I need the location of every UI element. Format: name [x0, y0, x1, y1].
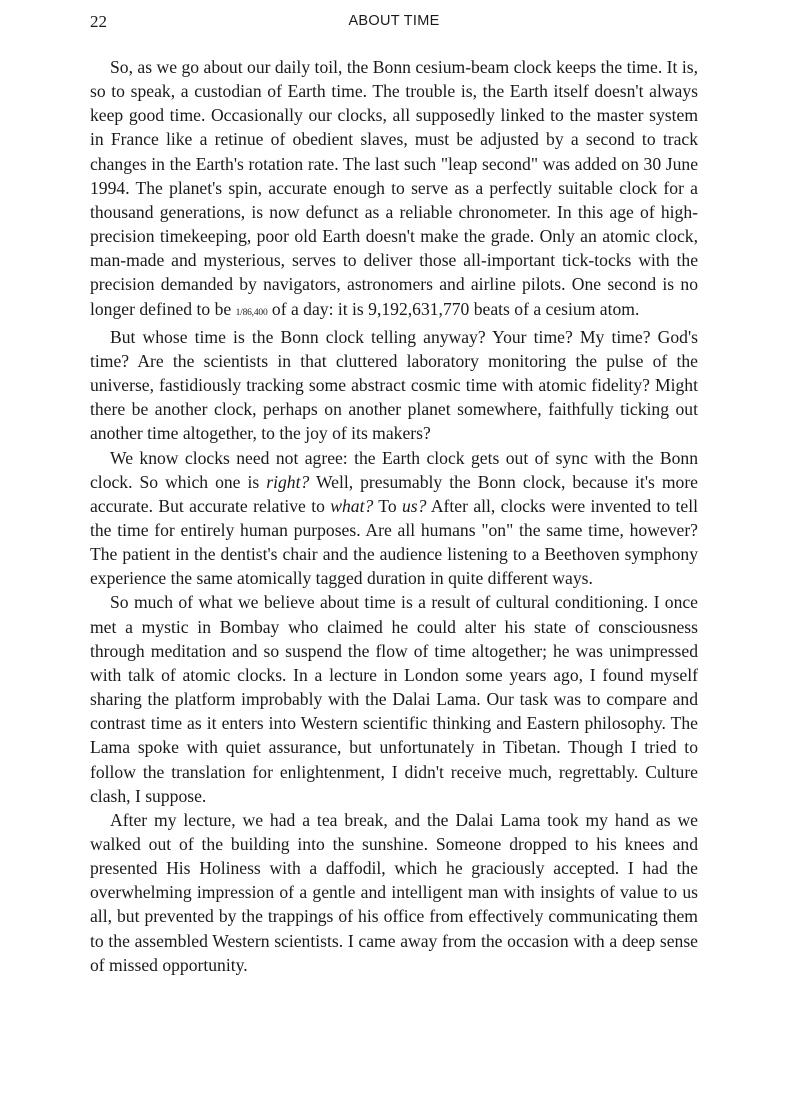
paragraph-3-text-b: Well, presumably the Bonn clock, because it's more accurate. But accurate relative to — [90, 471, 698, 516]
paragraph-5: After my lecture, we had a tea break, and the Dalai Lama took my hand as we walked out of the building into the sunshine. Someone dropped to his knees and presented His Holiness with a daffodil, which he graciously accepted. I had the overwhelming impression of a gentle and intelligent man with insights of value to us all, but prevented by the trappings of his office from effectively communicating them to the assembled Western scientists. I came away from the occasion with a deep sense of missed opportunity. — [90, 809, 698, 975]
page-number: 22 — [90, 12, 107, 31]
emphasis-us: us? — [402, 495, 427, 516]
emphasis-what: what? — [330, 495, 374, 516]
emphasis-right: right? — [266, 471, 310, 492]
body-text — [90, 55, 698, 977]
paragraph-1-text-b: of a day: it is 9,192,631,770 beats of a cesium atom. — [267, 298, 640, 319]
running-head — [90, 12, 698, 36]
paragraph-4: So much of what we believe about time is a result of cultural conditioning. I once met a mystic in Bombay who claimed he could alter his state of consciousness through meditation and so suspend the flow of time altogether; he was unimpressed with talk of atomic clocks. In a lecture in London some years ago, I found myself sharing the platform improbably with the Dalai Lama. Our task was to compare and contrast time as it enters into Western scientific thinking and Eastern philosophy. The Lama spoke with quiet assurance, but unfortunately in Tibetan. Though I tried to follow the translation for enlightenment, I didn't receive much, regrettably. Culture clash, I suppose. — [90, 592, 698, 806]
paragraph-3-text-c: To — [373, 495, 402, 516]
paragraph-3 — [90, 446, 698, 591]
running-head-title: ABOUT TIME — [348, 13, 440, 29]
fraction: 1/86,400 — [235, 307, 268, 318]
paragraph-2: But whose time is the Bonn clock telling anyway? Your time? My time? God's time? Are the scientists in that cluttered laboratory monitoring the pulse of the universe, fastidiously tracking some abstract cosmic time with atomic fidelity? Might there be another clock, perhaps on another planet somewhere, faithfully ticking out another time altogether, to the joy of its makers? — [90, 326, 698, 444]
paragraph-3-text-a: We know clocks need not agree: the Earth clock gets out of sync with the Bonn clock. So which one is — [90, 447, 698, 492]
paragraph-1 — [90, 55, 698, 325]
paragraph-1-text-a: So, as we go about our daily toil, the Bonn cesium-beam clock keeps the time. It is, so to speak, a custodian of Earth time. The trouble is, the Earth itself doesn't always keep good time. Occasionally our clocks, all supposedly linked to the master system in France like a retinue of obedient slaves, must be adjusted by a second to track changes in the Earth's rotation rate. The last such "leap second" was added on 30 June 1994. The planet's spin, accurate enough to serve as a perfectly suitable clock for a thousand generations, is now defunct as a reliable chronometer. In this age of high-precision timekeeping, poor old Earth doesn't make the grade. Only an atomic clock, man-made and mysterious, serves to deliver those all-important tick-tocks with the precision demanded by navigators, astronomers and airline pilots. One second is no longer defined to be — [90, 57, 698, 319]
paragraph-3-text-d: After all, clocks were invented to tell the time for entirely human purposes. Are all humans "on" the same time, however? The patient in the dentist's chair and the audience listening to a Beethoven symphony experience the same atomically tagged duration in quite different ways. — [90, 495, 699, 589]
